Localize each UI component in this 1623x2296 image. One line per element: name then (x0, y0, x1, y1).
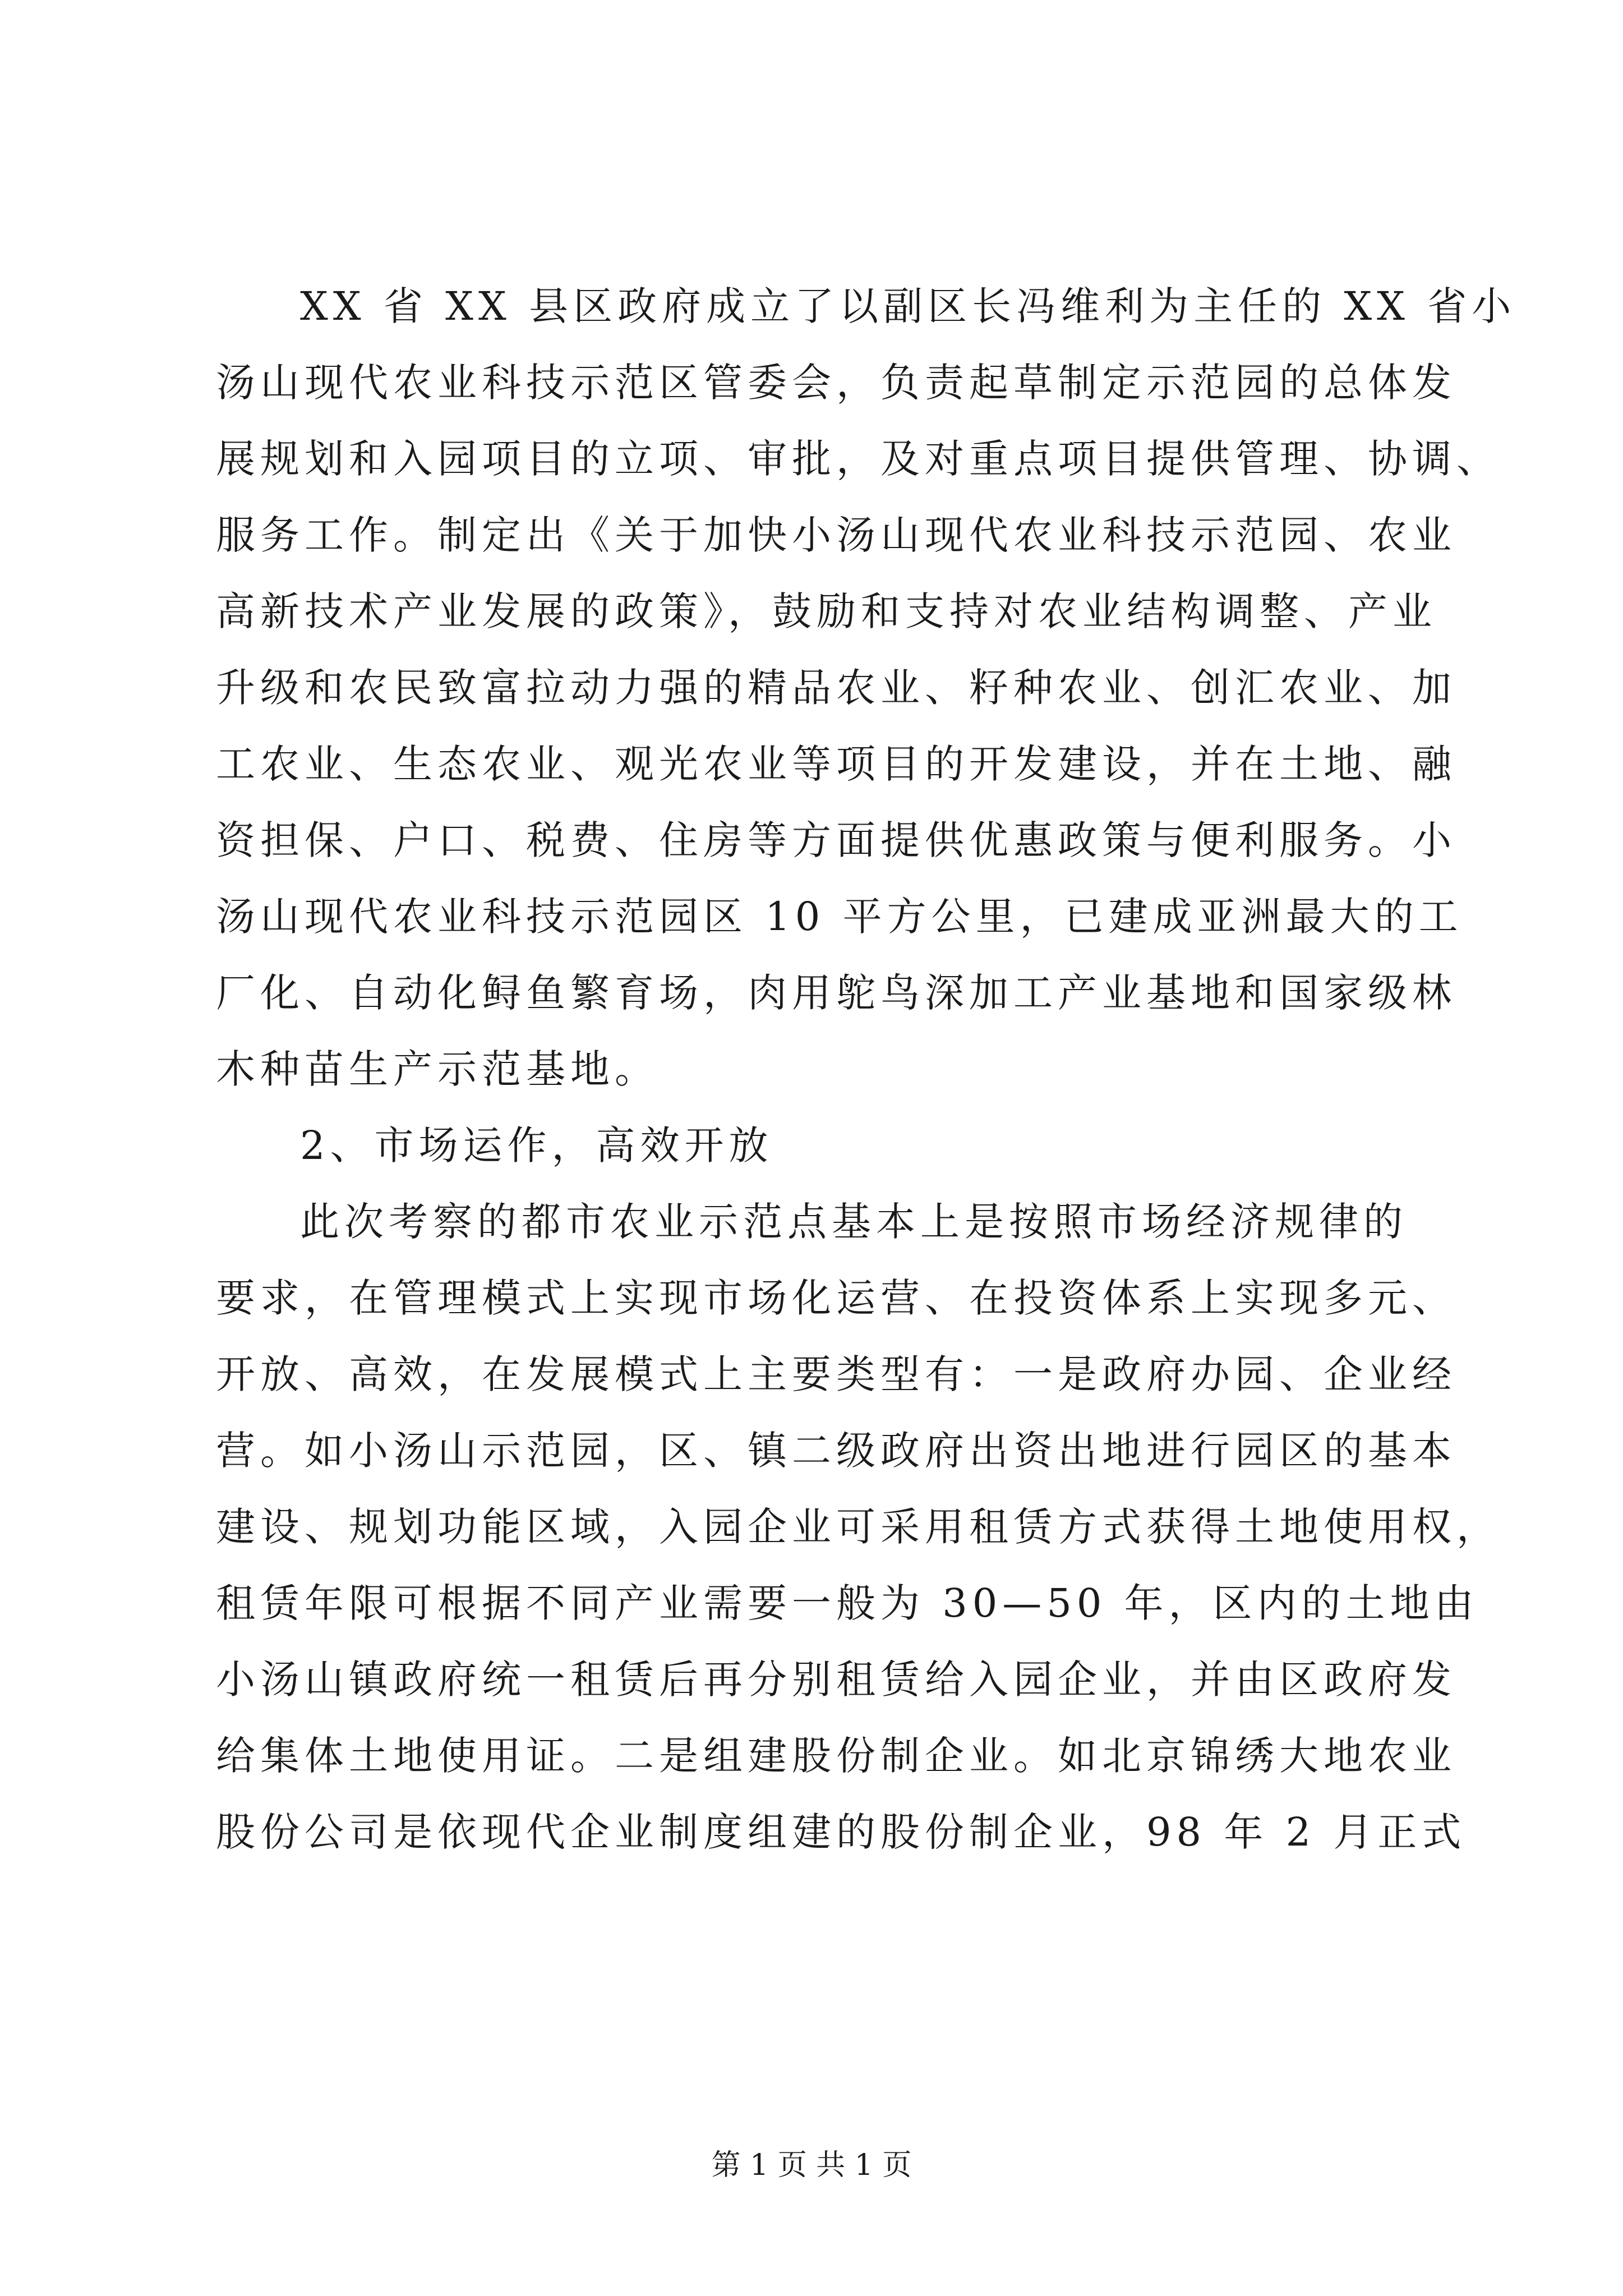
text-line: 要求，在管理模式上实现市场化运营、在投资体系上实现多元、 (216, 1275, 1456, 1321)
text-line: 汤山现代农业科技示范区管委会，负责起草制定示范园的总体发 (216, 360, 1456, 406)
text-line: 给集体土地使用证。二是组建股份制企业。如北京锦绣大地农业 (216, 1733, 1456, 1779)
text-line: 木种苗生产示范基地。 (216, 1046, 659, 1092)
text-line: 开放、高效，在发展模式上主要类型有：一是政府办园、企业经 (216, 1351, 1456, 1397)
text-line: 股份公司是依现代企业制度组建的股份制企业，98 年 2 月正式 (216, 1809, 1467, 1855)
text-line: 高新技术产业发展的政策》，鼓励和支持对农业结构调整、产业 (216, 588, 1437, 634)
text-line: XX 省 XX 县区政府成立了以副区长冯维利为主任的 XX 省小 (300, 283, 1516, 329)
text-line: 工农业、生态农业、观光农业等项目的开发建设，并在土地、融 (216, 741, 1456, 787)
page-footer: 第 1 页 共 1 页 (711, 2148, 912, 2182)
text-line: 厂化、自动化鲟鱼繁育场，肉用鸵鸟深加工产业基地和国家级林 (216, 970, 1456, 1016)
text-line: 服务工作。制定出《关于加快小汤山现代农业科技示范园、农业 (216, 512, 1456, 558)
text-line: 汤山现代农业科技示范园区 10 平方公里，已建成亚洲最大的工 (216, 894, 1463, 940)
text-line: 展规划和入园项目的立项、审批，及对重点项目提供管理、协调、 (216, 436, 1501, 482)
text-line: 建设、规划功能区域，入园企业可采用租赁方式获得土地使用权， (216, 1504, 1501, 1550)
text-line: 租赁年限可根据不同产业需要一般为 30—50 年，区内的土地由 (216, 1580, 1479, 1626)
text-line: 升级和农民致富拉动力强的精品农业、籽种农业、创汇农业、加 (216, 665, 1456, 711)
text-line: 资担保、户口、税费、住房等方面提供优惠政策与便利服务。小 (216, 817, 1456, 863)
text-line: 小汤山镇政府统一租赁后再分别租赁给入园企业，并由区政府发 (216, 1657, 1456, 1703)
text-line: 营。如小汤山示范园，区、镇二级政府出资出地进行园区的基本 (216, 1428, 1456, 1474)
text-line: 此次考察的都市农业示范点基本上是按照市场经济规律的 (300, 1199, 1408, 1245)
document-body (216, 268, 1516, 1870)
section-heading: 2、市场运作，高效开放 (300, 1122, 773, 1168)
